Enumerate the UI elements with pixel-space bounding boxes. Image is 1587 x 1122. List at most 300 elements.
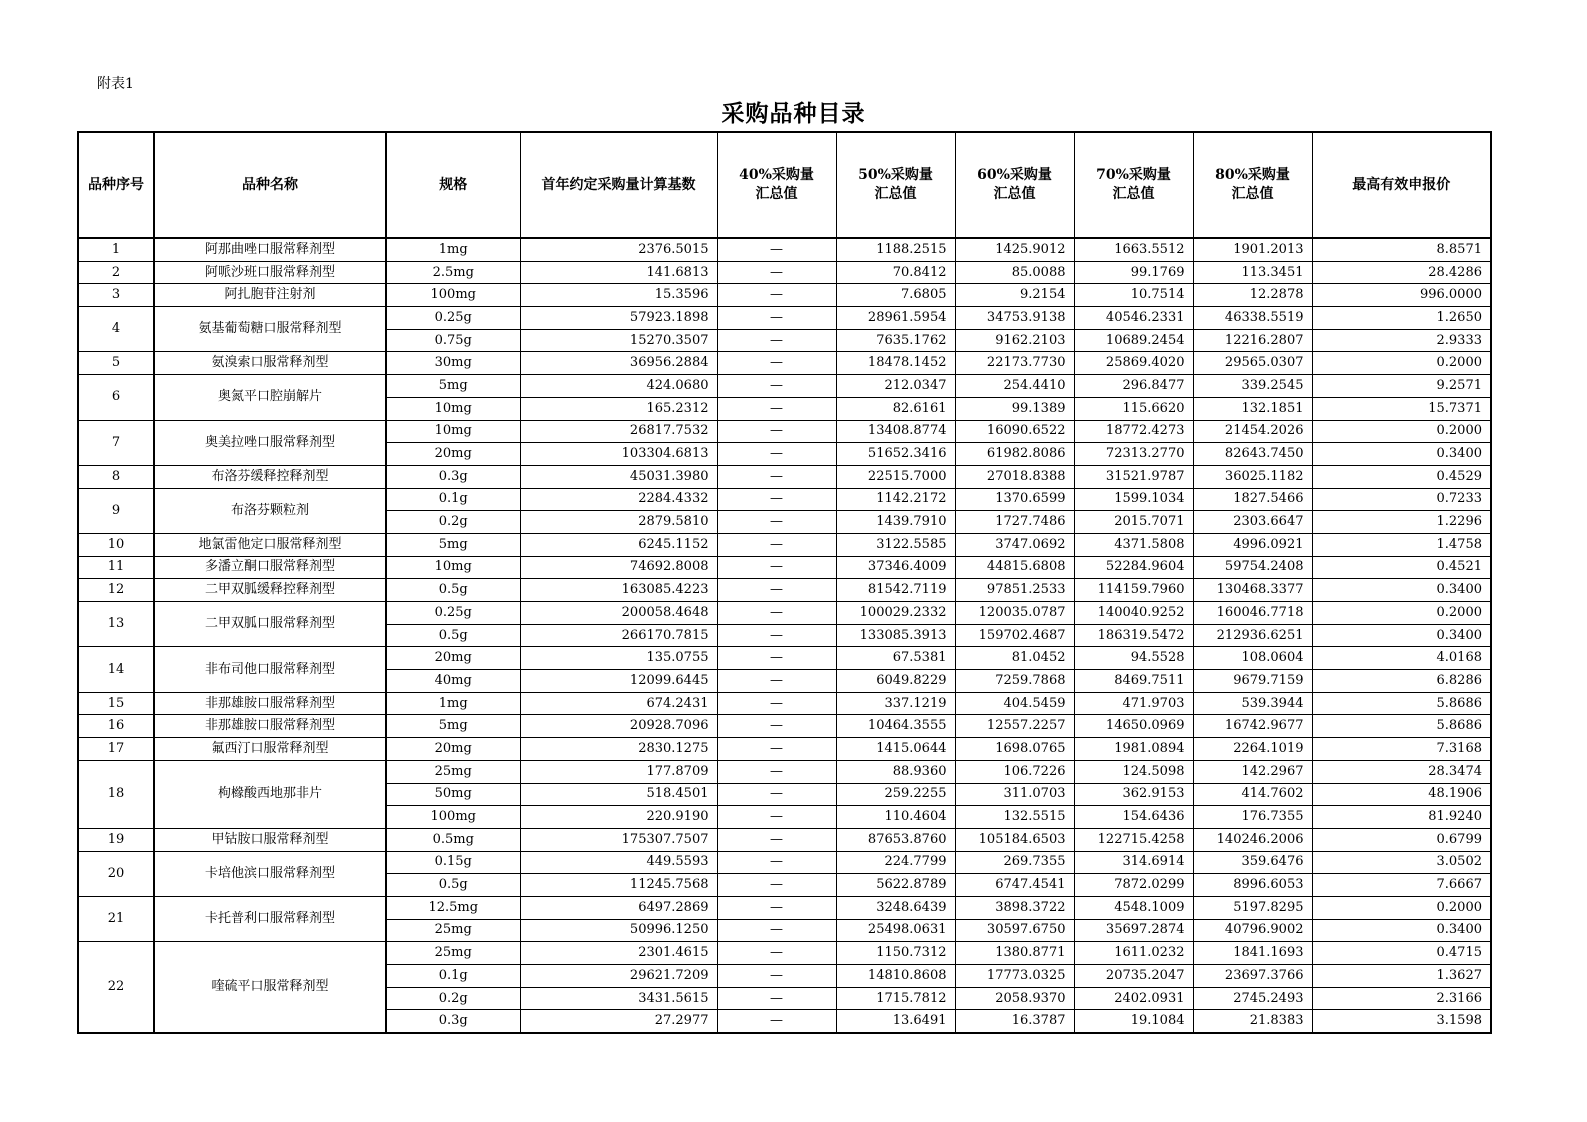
p60-cell: 16.3787	[955, 1010, 1074, 1033]
p70-cell: 154.6436	[1074, 806, 1193, 829]
table-row	[78, 284, 1491, 307]
p70-cell: 4548.1009	[1074, 896, 1193, 919]
max-price-cell: 0.2000	[1312, 602, 1491, 625]
seq-cell: 3	[78, 284, 154, 307]
header-p50-line2: 汇总值	[874, 186, 917, 202]
base-cell: 6245.1152	[520, 533, 717, 556]
max-price-cell: 5.8686	[1312, 692, 1491, 715]
base-cell: 2830.1275	[520, 738, 717, 761]
p50-cell: 14810.8608	[836, 965, 955, 988]
p40-cell: —	[717, 647, 836, 670]
p40-cell: —	[717, 896, 836, 919]
base-cell: 3431.5615	[520, 987, 717, 1010]
name-cell: 非那雄胺口服常释剂型	[154, 715, 386, 738]
p80-cell: 2745.2493	[1193, 987, 1312, 1010]
p80-cell: 130468.3377	[1193, 579, 1312, 602]
p40-cell: —	[717, 806, 836, 829]
p50-cell: 1150.7312	[836, 942, 955, 965]
p80-cell: 339.2545	[1193, 375, 1312, 398]
p70-cell: 2402.0931	[1074, 987, 1193, 1010]
p60-cell: 159702.4687	[955, 624, 1074, 647]
p40-cell: —	[717, 465, 836, 488]
p50-cell: 110.4604	[836, 806, 955, 829]
p50-cell: 51652.3416	[836, 443, 955, 466]
p60-cell: 30597.6750	[955, 919, 1074, 942]
header-p50	[836, 132, 955, 238]
p80-cell: 59754.2408	[1193, 556, 1312, 579]
p80-cell: 16742.9677	[1193, 715, 1312, 738]
p70-cell: 124.5098	[1074, 760, 1193, 783]
p40-cell: —	[717, 533, 836, 556]
p60-cell: 27018.8388	[955, 465, 1074, 488]
p70-cell: 19.1084	[1074, 1010, 1193, 1033]
spec-cell: 0.25g	[386, 307, 520, 330]
p50-cell: 133085.3913	[836, 624, 955, 647]
page-title: 采购品种目录	[721, 100, 866, 127]
base-cell: 74692.8008	[520, 556, 717, 579]
p60-cell: 97851.2533	[955, 579, 1074, 602]
p40-cell: —	[717, 443, 836, 466]
p60-cell: 3747.0692	[955, 533, 1074, 556]
name-cell: 氨基葡萄糖口服常释剂型	[154, 307, 386, 352]
name-cell: 二甲双胍口服常释剂型	[154, 602, 386, 647]
p70-cell: 72313.2770	[1074, 443, 1193, 466]
header-p60	[955, 132, 1074, 238]
seq-cell: 6	[78, 375, 154, 420]
p60-cell: 44815.6808	[955, 556, 1074, 579]
p80-cell: 2264.1019	[1193, 738, 1312, 761]
p70-cell: 1611.0232	[1074, 942, 1193, 965]
p80-cell: 359.6476	[1193, 851, 1312, 874]
p80-cell: 2303.6647	[1193, 511, 1312, 534]
base-cell: 50996.1250	[520, 919, 717, 942]
p80-cell: 36025.1182	[1193, 465, 1312, 488]
name-cell: 枸橼酸西地那非片	[154, 760, 386, 828]
seq-cell: 17	[78, 738, 154, 761]
p80-cell: 21.8383	[1193, 1010, 1312, 1033]
base-cell: 220.9190	[520, 806, 717, 829]
max-price-cell: 0.3400	[1312, 624, 1491, 647]
p60-cell: 17773.0325	[955, 965, 1074, 988]
p70-cell: 1599.1034	[1074, 488, 1193, 511]
base-cell: 27.2977	[520, 1010, 717, 1033]
table-row	[78, 647, 1491, 670]
spec-cell: 1mg	[386, 238, 520, 261]
p50-cell: 224.7799	[836, 851, 955, 874]
p50-cell: 337.1219	[836, 692, 955, 715]
base-cell: 36956.2884	[520, 352, 717, 375]
p60-cell: 6747.4541	[955, 874, 1074, 897]
seq-cell: 12	[78, 579, 154, 602]
p60-cell: 7259.7868	[955, 670, 1074, 693]
base-cell: 674.2431	[520, 692, 717, 715]
p60-cell: 16090.6522	[955, 420, 1074, 443]
p70-cell: 314.6914	[1074, 851, 1193, 874]
table-row	[78, 942, 1491, 965]
p40-cell: —	[717, 828, 836, 851]
spec-cell: 25mg	[386, 760, 520, 783]
name-cell: 二甲双胍缓释控释剂型	[154, 579, 386, 602]
base-cell: 29621.7209	[520, 965, 717, 988]
seq-cell: 5	[78, 352, 154, 375]
p40-cell: —	[717, 511, 836, 534]
p50-cell: 1188.2515	[836, 238, 955, 261]
base-cell: 2284.4332	[520, 488, 717, 511]
p70-cell: 40546.2331	[1074, 307, 1193, 330]
p70-cell: 10689.2454	[1074, 329, 1193, 352]
spec-cell: 0.5g	[386, 624, 520, 647]
p70-cell: 10.7514	[1074, 284, 1193, 307]
p60-cell: 1727.7486	[955, 511, 1074, 534]
p70-cell: 18772.4273	[1074, 420, 1193, 443]
p50-cell: 100029.2332	[836, 602, 955, 625]
p50-cell: 13408.8774	[836, 420, 955, 443]
p80-cell: 23697.3766	[1193, 965, 1312, 988]
base-cell: 424.0680	[520, 375, 717, 398]
p50-cell: 5622.8789	[836, 874, 955, 897]
p50-cell: 13.6491	[836, 1010, 955, 1033]
spec-cell: 0.3g	[386, 465, 520, 488]
spec-cell: 0.75g	[386, 329, 520, 352]
p60-cell: 34753.9138	[955, 307, 1074, 330]
max-price-cell: 0.7233	[1312, 488, 1491, 511]
seq-cell: 4	[78, 307, 154, 352]
p60-cell: 22173.7730	[955, 352, 1074, 375]
max-price-cell: 1.2296	[1312, 511, 1491, 534]
p70-cell: 25869.4020	[1074, 352, 1193, 375]
spec-cell: 0.3g	[386, 1010, 520, 1033]
p40-cell: —	[717, 352, 836, 375]
header-p80-line1: 80%采购量	[1215, 167, 1290, 183]
max-price-cell: 1.4758	[1312, 533, 1491, 556]
name-cell: 喹硫平口服常释剂型	[154, 942, 386, 1033]
table-row	[78, 465, 1491, 488]
spec-cell: 10mg	[386, 556, 520, 579]
base-cell: 175307.7507	[520, 828, 717, 851]
p70-cell: 8469.7511	[1074, 670, 1193, 693]
table-row	[78, 715, 1491, 738]
p50-cell: 1142.2172	[836, 488, 955, 511]
p80-cell: 40796.9002	[1193, 919, 1312, 942]
p50-cell: 259.2255	[836, 783, 955, 806]
spec-cell: 20mg	[386, 443, 520, 466]
p80-cell: 29565.0307	[1193, 352, 1312, 375]
p50-cell: 87653.8760	[836, 828, 955, 851]
spec-cell: 2.5mg	[386, 261, 520, 284]
p50-cell: 82.6161	[836, 397, 955, 420]
p50-cell: 3248.6439	[836, 896, 955, 919]
max-price-cell: 28.3474	[1312, 760, 1491, 783]
p70-cell: 362.9153	[1074, 783, 1193, 806]
base-cell: 165.2312	[520, 397, 717, 420]
spec-cell: 10mg	[386, 420, 520, 443]
base-cell: 2301.4615	[520, 942, 717, 965]
spec-cell: 100mg	[386, 806, 520, 829]
table-row	[78, 488, 1491, 511]
procurement-table	[77, 131, 1492, 1034]
seq-cell: 20	[78, 851, 154, 896]
base-cell: 200058.4648	[520, 602, 717, 625]
max-price-cell: 28.4286	[1312, 261, 1491, 284]
seq-cell: 9	[78, 488, 154, 533]
p70-cell: 94.5528	[1074, 647, 1193, 670]
header-p80	[1193, 132, 1312, 238]
p80-cell: 176.7355	[1193, 806, 1312, 829]
p60-cell: 61982.8086	[955, 443, 1074, 466]
base-cell: 45031.3980	[520, 465, 717, 488]
base-cell: 2376.5015	[520, 238, 717, 261]
p70-cell: 52284.9604	[1074, 556, 1193, 579]
base-cell: 266170.7815	[520, 624, 717, 647]
max-price-cell: 81.9240	[1312, 806, 1491, 829]
p70-cell: 2015.7071	[1074, 511, 1193, 534]
base-cell: 135.0755	[520, 647, 717, 670]
p40-cell: —	[717, 329, 836, 352]
max-price-cell: 6.8286	[1312, 670, 1491, 693]
p50-cell: 22515.7000	[836, 465, 955, 488]
max-price-cell: 1.3627	[1312, 965, 1491, 988]
p80-cell: 414.7602	[1193, 783, 1312, 806]
base-cell: 26817.7532	[520, 420, 717, 443]
spec-cell: 0.25g	[386, 602, 520, 625]
p50-cell: 7.6805	[836, 284, 955, 307]
name-cell: 布洛芬缓释控释剂型	[154, 465, 386, 488]
appendix-label: 附表1	[97, 76, 134, 92]
max-price-cell: 0.2000	[1312, 420, 1491, 443]
name-cell: 非布司他口服常释剂型	[154, 647, 386, 692]
p50-cell: 25498.0631	[836, 919, 955, 942]
max-price-cell: 0.2000	[1312, 352, 1491, 375]
spec-cell: 0.2g	[386, 987, 520, 1010]
max-price-cell: 0.2000	[1312, 896, 1491, 919]
spec-cell: 0.5g	[386, 579, 520, 602]
max-price-cell: 2.3166	[1312, 987, 1491, 1010]
p40-cell: —	[717, 670, 836, 693]
base-cell: 2879.5810	[520, 511, 717, 534]
name-cell: 卡培他滨口服常释剂型	[154, 851, 386, 896]
header-name: 品种名称	[154, 132, 386, 238]
max-price-cell: 3.0502	[1312, 851, 1491, 874]
base-cell: 11245.7568	[520, 874, 717, 897]
table-body	[78, 238, 1491, 1033]
seq-cell: 15	[78, 692, 154, 715]
max-price-cell: 0.4529	[1312, 465, 1491, 488]
p40-cell: —	[717, 284, 836, 307]
spec-cell: 25mg	[386, 942, 520, 965]
table-row	[78, 238, 1491, 261]
p70-cell: 31521.9787	[1074, 465, 1193, 488]
p60-cell: 120035.0787	[955, 602, 1074, 625]
header-max-price: 最高有效申报价	[1312, 132, 1491, 238]
seq-cell: 7	[78, 420, 154, 465]
seq-cell: 2	[78, 261, 154, 284]
p70-cell: 140040.9252	[1074, 602, 1193, 625]
seq-cell: 8	[78, 465, 154, 488]
p80-cell: 12.2878	[1193, 284, 1312, 307]
spec-cell: 40mg	[386, 670, 520, 693]
p80-cell: 9679.7159	[1193, 670, 1312, 693]
p70-cell: 1981.0894	[1074, 738, 1193, 761]
max-price-cell: 0.6799	[1312, 828, 1491, 851]
p50-cell: 37346.4009	[836, 556, 955, 579]
p50-cell: 88.9360	[836, 760, 955, 783]
seq-cell: 16	[78, 715, 154, 738]
spec-cell: 5mg	[386, 375, 520, 398]
p40-cell: —	[717, 579, 836, 602]
spec-cell: 12.5mg	[386, 896, 520, 919]
name-cell: 布洛芬颗粒剂	[154, 488, 386, 533]
seq-cell: 1	[78, 238, 154, 261]
p80-cell: 8996.6053	[1193, 874, 1312, 897]
p70-cell: 115.6620	[1074, 397, 1193, 420]
seq-cell: 22	[78, 942, 154, 1033]
p70-cell: 4371.5808	[1074, 533, 1193, 556]
p40-cell: —	[717, 987, 836, 1010]
base-cell: 163085.4223	[520, 579, 717, 602]
p50-cell: 6049.8229	[836, 670, 955, 693]
spec-cell: 30mg	[386, 352, 520, 375]
p80-cell: 142.2967	[1193, 760, 1312, 783]
max-price-cell: 15.7371	[1312, 397, 1491, 420]
p70-cell: 122715.4258	[1074, 828, 1193, 851]
p60-cell: 311.0703	[955, 783, 1074, 806]
max-price-cell: 0.3400	[1312, 919, 1491, 942]
seq-cell: 11	[78, 556, 154, 579]
spec-cell: 25mg	[386, 919, 520, 942]
spec-cell: 0.1g	[386, 965, 520, 988]
p70-cell: 7872.0299	[1074, 874, 1193, 897]
base-cell: 57923.1898	[520, 307, 717, 330]
spec-cell: 0.2g	[386, 511, 520, 534]
seq-cell: 10	[78, 533, 154, 556]
p70-cell: 35697.2874	[1074, 919, 1193, 942]
p60-cell: 1425.9012	[955, 238, 1074, 261]
p50-cell: 1715.7812	[836, 987, 955, 1010]
p40-cell: —	[717, 919, 836, 942]
p50-cell: 28961.5954	[836, 307, 955, 330]
max-price-cell: 0.3400	[1312, 443, 1491, 466]
base-cell: 103304.6813	[520, 443, 717, 466]
header-p50-line1: 50%采购量	[858, 167, 933, 183]
p40-cell: —	[717, 874, 836, 897]
spec-cell: 0.1g	[386, 488, 520, 511]
header-p60-line2: 汇总值	[993, 186, 1036, 202]
p60-cell: 1370.6599	[955, 488, 1074, 511]
spec-cell: 5mg	[386, 715, 520, 738]
p60-cell: 269.7355	[955, 851, 1074, 874]
p40-cell: —	[717, 420, 836, 443]
p50-cell: 10464.3555	[836, 715, 955, 738]
p50-cell: 212.0347	[836, 375, 955, 398]
p80-cell: 21454.2026	[1193, 420, 1312, 443]
header-p60-line1: 60%采购量	[977, 167, 1052, 183]
p60-cell: 99.1389	[955, 397, 1074, 420]
p80-cell: 12216.2807	[1193, 329, 1312, 352]
p60-cell: 3898.3722	[955, 896, 1074, 919]
p60-cell: 1698.0765	[955, 738, 1074, 761]
p40-cell: —	[717, 692, 836, 715]
p50-cell: 3122.5585	[836, 533, 955, 556]
p70-cell: 99.1769	[1074, 261, 1193, 284]
spec-cell: 5mg	[386, 533, 520, 556]
p70-cell: 1663.5512	[1074, 238, 1193, 261]
p80-cell: 113.3451	[1193, 261, 1312, 284]
base-cell: 177.8709	[520, 760, 717, 783]
p80-cell: 4996.0921	[1193, 533, 1312, 556]
p80-cell: 1901.2013	[1193, 238, 1312, 261]
header-spec: 规格	[386, 132, 520, 238]
spec-cell: 10mg	[386, 397, 520, 420]
p40-cell: —	[717, 851, 836, 874]
table-row	[78, 556, 1491, 579]
header-p80-line2: 汇总值	[1231, 186, 1274, 202]
table-row	[78, 307, 1491, 330]
table-row	[78, 533, 1491, 556]
spec-cell: 20mg	[386, 647, 520, 670]
p80-cell: 539.3944	[1193, 692, 1312, 715]
p60-cell: 12557.2257	[955, 715, 1074, 738]
max-price-cell: 0.3400	[1312, 579, 1491, 602]
seq-cell: 21	[78, 896, 154, 941]
base-cell: 6497.2869	[520, 896, 717, 919]
p70-cell: 114159.7960	[1074, 579, 1193, 602]
header-seq: 品种序号	[78, 132, 154, 238]
table-row	[78, 692, 1491, 715]
p70-cell: 186319.5472	[1074, 624, 1193, 647]
p50-cell: 70.8412	[836, 261, 955, 284]
name-cell: 阿扎胞苷注射剂	[154, 284, 386, 307]
table-row	[78, 896, 1491, 919]
spec-cell: 50mg	[386, 783, 520, 806]
seq-cell: 13	[78, 602, 154, 647]
name-cell: 非那雄胺口服常释剂型	[154, 692, 386, 715]
p60-cell: 9162.2103	[955, 329, 1074, 352]
max-price-cell: 7.3168	[1312, 738, 1491, 761]
p80-cell: 1827.5466	[1193, 488, 1312, 511]
name-cell: 卡托普利口服常释剂型	[154, 896, 386, 941]
p80-cell: 5197.8295	[1193, 896, 1312, 919]
seq-cell: 18	[78, 760, 154, 828]
spec-cell: 0.5g	[386, 874, 520, 897]
name-cell: 奥美拉唑口服常释剂型	[154, 420, 386, 465]
spec-cell: 100mg	[386, 284, 520, 307]
spec-cell: 20mg	[386, 738, 520, 761]
base-cell: 141.6813	[520, 261, 717, 284]
base-cell: 518.4501	[520, 783, 717, 806]
spec-cell: 0.5mg	[386, 828, 520, 851]
header-p40-line1: 40%采购量	[739, 167, 814, 183]
p80-cell: 1841.1693	[1193, 942, 1312, 965]
p40-cell: —	[717, 715, 836, 738]
table-row	[78, 352, 1491, 375]
p40-cell: —	[717, 738, 836, 761]
p60-cell: 132.5515	[955, 806, 1074, 829]
base-cell: 15.3596	[520, 284, 717, 307]
seq-cell: 14	[78, 647, 154, 692]
header-p40-line2: 汇总值	[755, 186, 798, 202]
p80-cell: 140246.2006	[1193, 828, 1312, 851]
p40-cell: —	[717, 261, 836, 284]
p80-cell: 82643.7450	[1193, 443, 1312, 466]
p40-cell: —	[717, 783, 836, 806]
table-row	[78, 738, 1491, 761]
table-row	[78, 602, 1491, 625]
p60-cell: 81.0452	[955, 647, 1074, 670]
table-row	[78, 851, 1491, 874]
table-row	[78, 420, 1491, 443]
p40-cell: —	[717, 307, 836, 330]
p60-cell: 404.5459	[955, 692, 1074, 715]
